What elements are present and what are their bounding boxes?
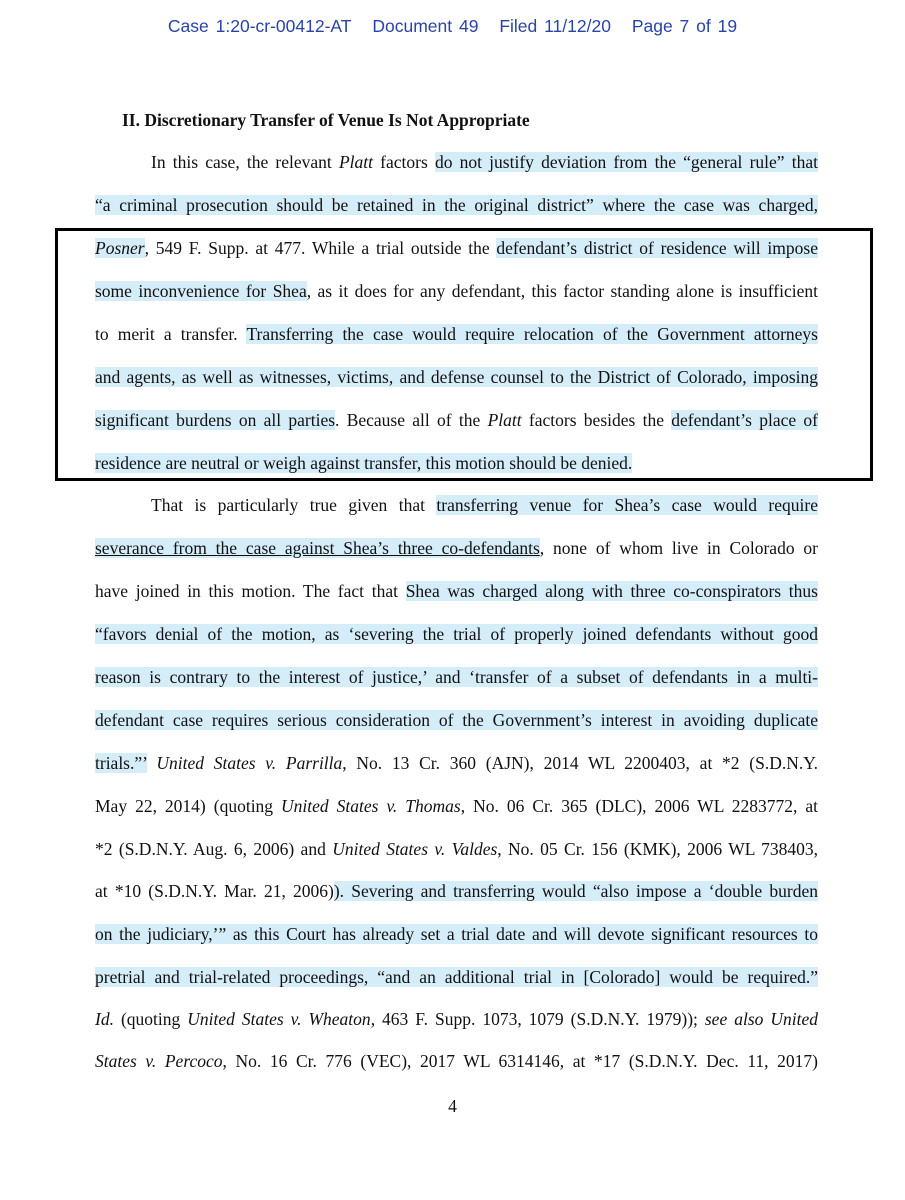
- p1-line-7: significant burdens on all parties. Because all of the Platt factors besides the defendant’s place of: [95, 410, 818, 430]
- p2-line-9: *2 (S.D.N.Y. Aug. 6, 2006) and United States v. Valdes, No. 05 Cr. 156 (KMK), 2006 WL 738403,: [95, 839, 819, 859]
- p2-line-6: defendant case requires serious consideration of the Government’s interest in avoiding duplicate: [95, 710, 818, 730]
- p2-line-14: States v. Percoco, No. 16 Cr. 776 (VEC), 2017 WL 6314146, at *17 (S.D.N.Y. Dec. 11, 2017): [95, 1051, 818, 1071]
- filed-date: Filed 11/12/20: [499, 16, 611, 36]
- page-of-total: Page 7 of 19: [631, 16, 738, 36]
- emphasis-box: [55, 228, 873, 481]
- p1-line-5: to merit a transfer. Transferring the case would require relocation of the Government attorneys: [95, 324, 818, 344]
- p2-line-2: severance from the case against Shea’s three co-defendants, none of whom live in Colorado or: [95, 538, 818, 558]
- p1-line-3: Posner, 549 F. Supp. at 477. While a trial outside the defendant’s district of residence will impose: [95, 238, 818, 258]
- page-number: 4: [448, 1096, 457, 1116]
- p2-line-5: reason is contrary to the interest of justice,’ and ‘transfer of a subset of defendants in a multi-: [95, 667, 818, 687]
- p2-line-8: May 22, 2014) (quoting United States v. Thomas, No. 06 Cr. 365 (DLC), 2006 WL 2283772, at: [95, 796, 818, 816]
- case-number: Case 1:20-cr-00412-AT: [167, 16, 352, 36]
- p2-line-4: “favors denial of the motion, as ‘severing the trial of properly joined defendants without good: [95, 624, 818, 644]
- document-number: Document 49: [372, 16, 479, 36]
- p1-line-1: In this case, the relevant Platt factors do not justify deviation from the “general rule” that: [151, 152, 818, 172]
- case-header: [0, 16, 905, 37]
- p2-line-11: on the judiciary,’” as this Court has already set a trial date and will devote significant resources to: [95, 924, 818, 944]
- p2-line-12: pretrial and trial-related proceedings, “and an additional trial in [Colorado] would be required.”: [95, 967, 818, 987]
- p2-line-3: have joined in this motion. The fact that Shea was charged along with three co-conspirators thus: [95, 581, 818, 601]
- p2-line-7: trials.”’ United States v. Parrilla, No. 13 Cr. 360 (AJN), 2014 WL 2200403, at *2 (S.D.N.Y.: [95, 753, 818, 773]
- p1-line-2: “a criminal prosecution should be retained in the original district” where the case was charged,: [95, 195, 818, 215]
- p2-line-10: at *10 (S.D.N.Y. Mar. 21, 2006)). Severing and transferring would “also impose a ‘double burden: [95, 881, 818, 901]
- p2-line-13: Id. (quoting United States v. Wheaton, 463 F. Supp. 1073, 1079 (S.D.N.Y. 1979)); see also United: [95, 1009, 818, 1029]
- section-heading: II. Discretionary Transfer of Venue Is Not Appropriate: [122, 110, 530, 130]
- p2-line-1: That is particularly true given that transferring venue for Shea’s case would require: [151, 495, 818, 515]
- p1-line-6: and agents, as well as witnesses, victims, and defense counsel to the District of Colorado, imposing: [95, 367, 818, 387]
- p1-line-4: some inconvenience for Shea, as it does for any defendant, this factor standing alone is insufficient: [95, 281, 818, 301]
- p1-line-8: residence are neutral or weigh against transfer, this motion should be denied.: [95, 453, 633, 473]
